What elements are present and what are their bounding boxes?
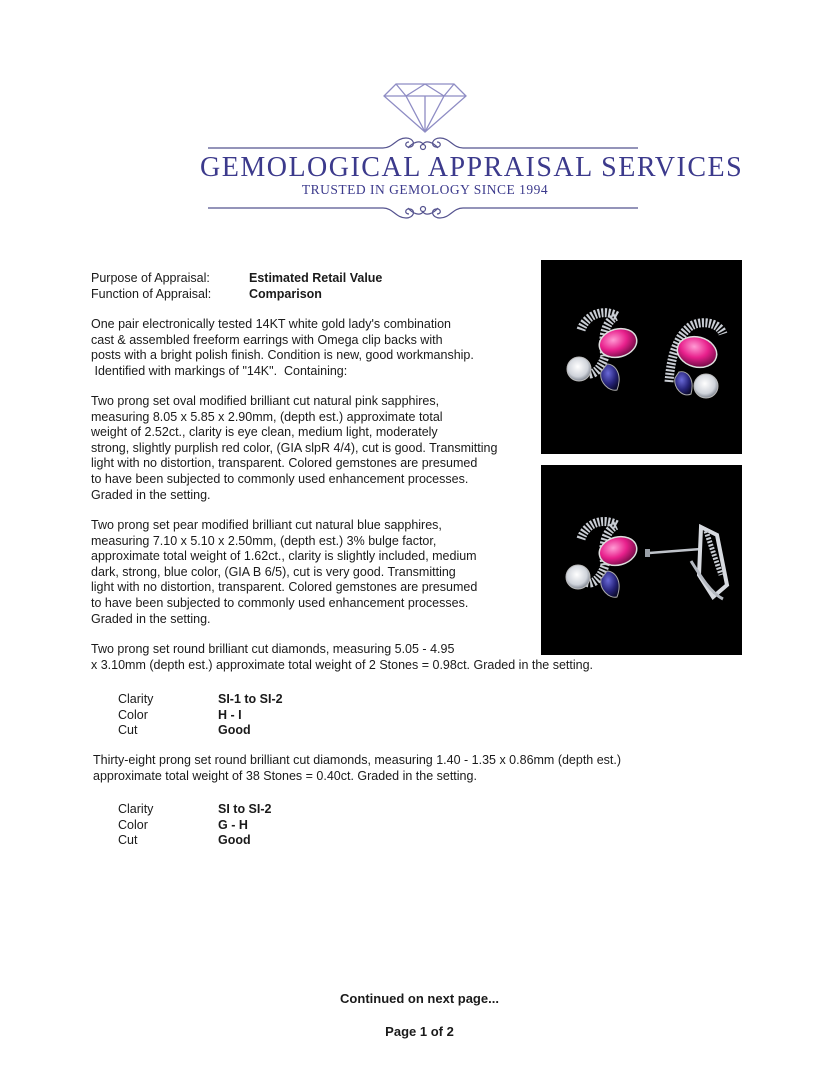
text-line: measuring 7.10 x 5.10 x 2.50mm, (depth est.) 3% bulge factor, bbox=[91, 533, 437, 548]
text-line: approximate total weight of 38 Stones = 0.40ct. Graded in the setting. bbox=[93, 768, 477, 783]
diamond-icon bbox=[382, 80, 468, 134]
grade-row-color bbox=[118, 818, 368, 834]
grade-value: SI-1 to SI-2 bbox=[218, 692, 283, 706]
grade-value: SI to SI-2 bbox=[218, 802, 272, 816]
bottom-flourish bbox=[208, 200, 638, 222]
small-diamond-grade-table bbox=[118, 802, 368, 849]
earrings-front-photo bbox=[541, 260, 742, 454]
blue-sapphire-paragraph bbox=[91, 518, 477, 627]
text-line: strong, slightly purplish red color, (GIA slpR 4/4), cut is good. Transmitting bbox=[91, 440, 498, 455]
company-name: GEMOLOGICAL APPRAISAL SERVICES bbox=[200, 152, 744, 183]
small-diamond-paragraph bbox=[93, 753, 621, 784]
text-line: Thirty-eight prong set round brilliant cut diamonds, measuring 1.40 - 1.35 x 0.86mm (depth est.) bbox=[93, 753, 622, 767]
purpose-row bbox=[91, 271, 511, 287]
purpose-value: Estimated Retail Value bbox=[249, 271, 383, 285]
earrings-front-image bbox=[541, 260, 742, 454]
text-line: dark, strong, blue color, (GIA B 6/5), cut is very good. Transmitting bbox=[91, 564, 456, 579]
company-logo bbox=[200, 80, 744, 230]
text-line: to have been subjected to commonly used enhancement processes. bbox=[91, 471, 469, 486]
purpose-label: Purpose of Appraisal: bbox=[91, 271, 210, 285]
text-line: Two prong set pear modified brilliant cut natural blue sapphires, bbox=[91, 518, 442, 532]
text-line: to have been subjected to commonly used enhancement processes. bbox=[91, 595, 469, 610]
round-diamond-grade-table bbox=[118, 692, 368, 739]
intro-paragraph bbox=[91, 317, 474, 379]
text-line: cast & assembled freeform earrings with Omega clip backs with bbox=[91, 332, 443, 347]
function-label: Function of Appraisal: bbox=[91, 287, 212, 301]
text-line: x 3.10mm (depth est.) approximate total weight of 2 Stones = 0.98ct. Graded in the setting. bbox=[91, 657, 594, 672]
text-line: Graded in the setting. bbox=[91, 487, 211, 502]
text-line: approximate total weight of 1.62ct., clarity is slightly included, medium bbox=[91, 549, 477, 564]
grade-row-cut bbox=[118, 833, 368, 849]
text-line: light with no distortion, transparent. Colored gemstones are presumed bbox=[91, 456, 478, 471]
top-flourish bbox=[208, 132, 638, 154]
pink-sapphire-paragraph bbox=[91, 394, 497, 503]
function-row bbox=[91, 287, 511, 303]
continued-note: Continued on next page... bbox=[340, 991, 499, 1006]
earrings-side-image bbox=[541, 465, 742, 655]
text-line: posts with a bright polish finish. Condition is new, good workmanship. bbox=[91, 348, 474, 363]
grade-value: Good bbox=[218, 723, 251, 738]
earrings-side-photo bbox=[541, 465, 742, 655]
round-diamond-paragraph bbox=[91, 642, 593, 673]
grade-row-cut bbox=[118, 723, 368, 739]
grade-label: Cut bbox=[118, 723, 138, 738]
grade-label: Cut bbox=[118, 833, 138, 848]
text-line: light with no distortion, transparent. Colored gemstones are presumed bbox=[91, 580, 478, 595]
text-line: weight of 2.52ct., clarity is eye clean, medium light, moderately bbox=[91, 425, 438, 440]
grade-row-clarity bbox=[118, 692, 368, 708]
company-tagline: TRUSTED IN GEMOLOGY SINCE 1994 bbox=[301, 182, 549, 197]
grade-row-clarity bbox=[118, 802, 368, 818]
grade-label: Clarity bbox=[118, 692, 154, 706]
grade-value: G - H bbox=[218, 817, 248, 832]
grade-value: H - I bbox=[218, 707, 242, 722]
text-line: Two prong set round brilliant cut diamonds, measuring 5.05 - 4.95 bbox=[91, 642, 455, 656]
grade-label: Clarity bbox=[118, 802, 154, 816]
text-line: One pair electronically tested 14KT white gold lady's combination bbox=[91, 317, 451, 331]
grade-label: Color bbox=[118, 817, 148, 832]
function-value: Comparison bbox=[249, 287, 322, 301]
text-line: Identified with markings of "14K". Containing: bbox=[91, 363, 348, 378]
text-line: Two prong set oval modified brilliant cut natural pink sapphires, bbox=[91, 394, 440, 408]
text-line: Graded in the setting. bbox=[91, 611, 211, 626]
grade-label: Color bbox=[118, 707, 148, 722]
text-line: measuring 8.05 x 5.85 x 2.90mm, (depth est.) approximate total bbox=[91, 409, 443, 424]
page-number: Page 1 of 2 bbox=[385, 1024, 454, 1039]
grade-value: Good bbox=[218, 833, 251, 848]
grade-row-color bbox=[118, 708, 368, 724]
